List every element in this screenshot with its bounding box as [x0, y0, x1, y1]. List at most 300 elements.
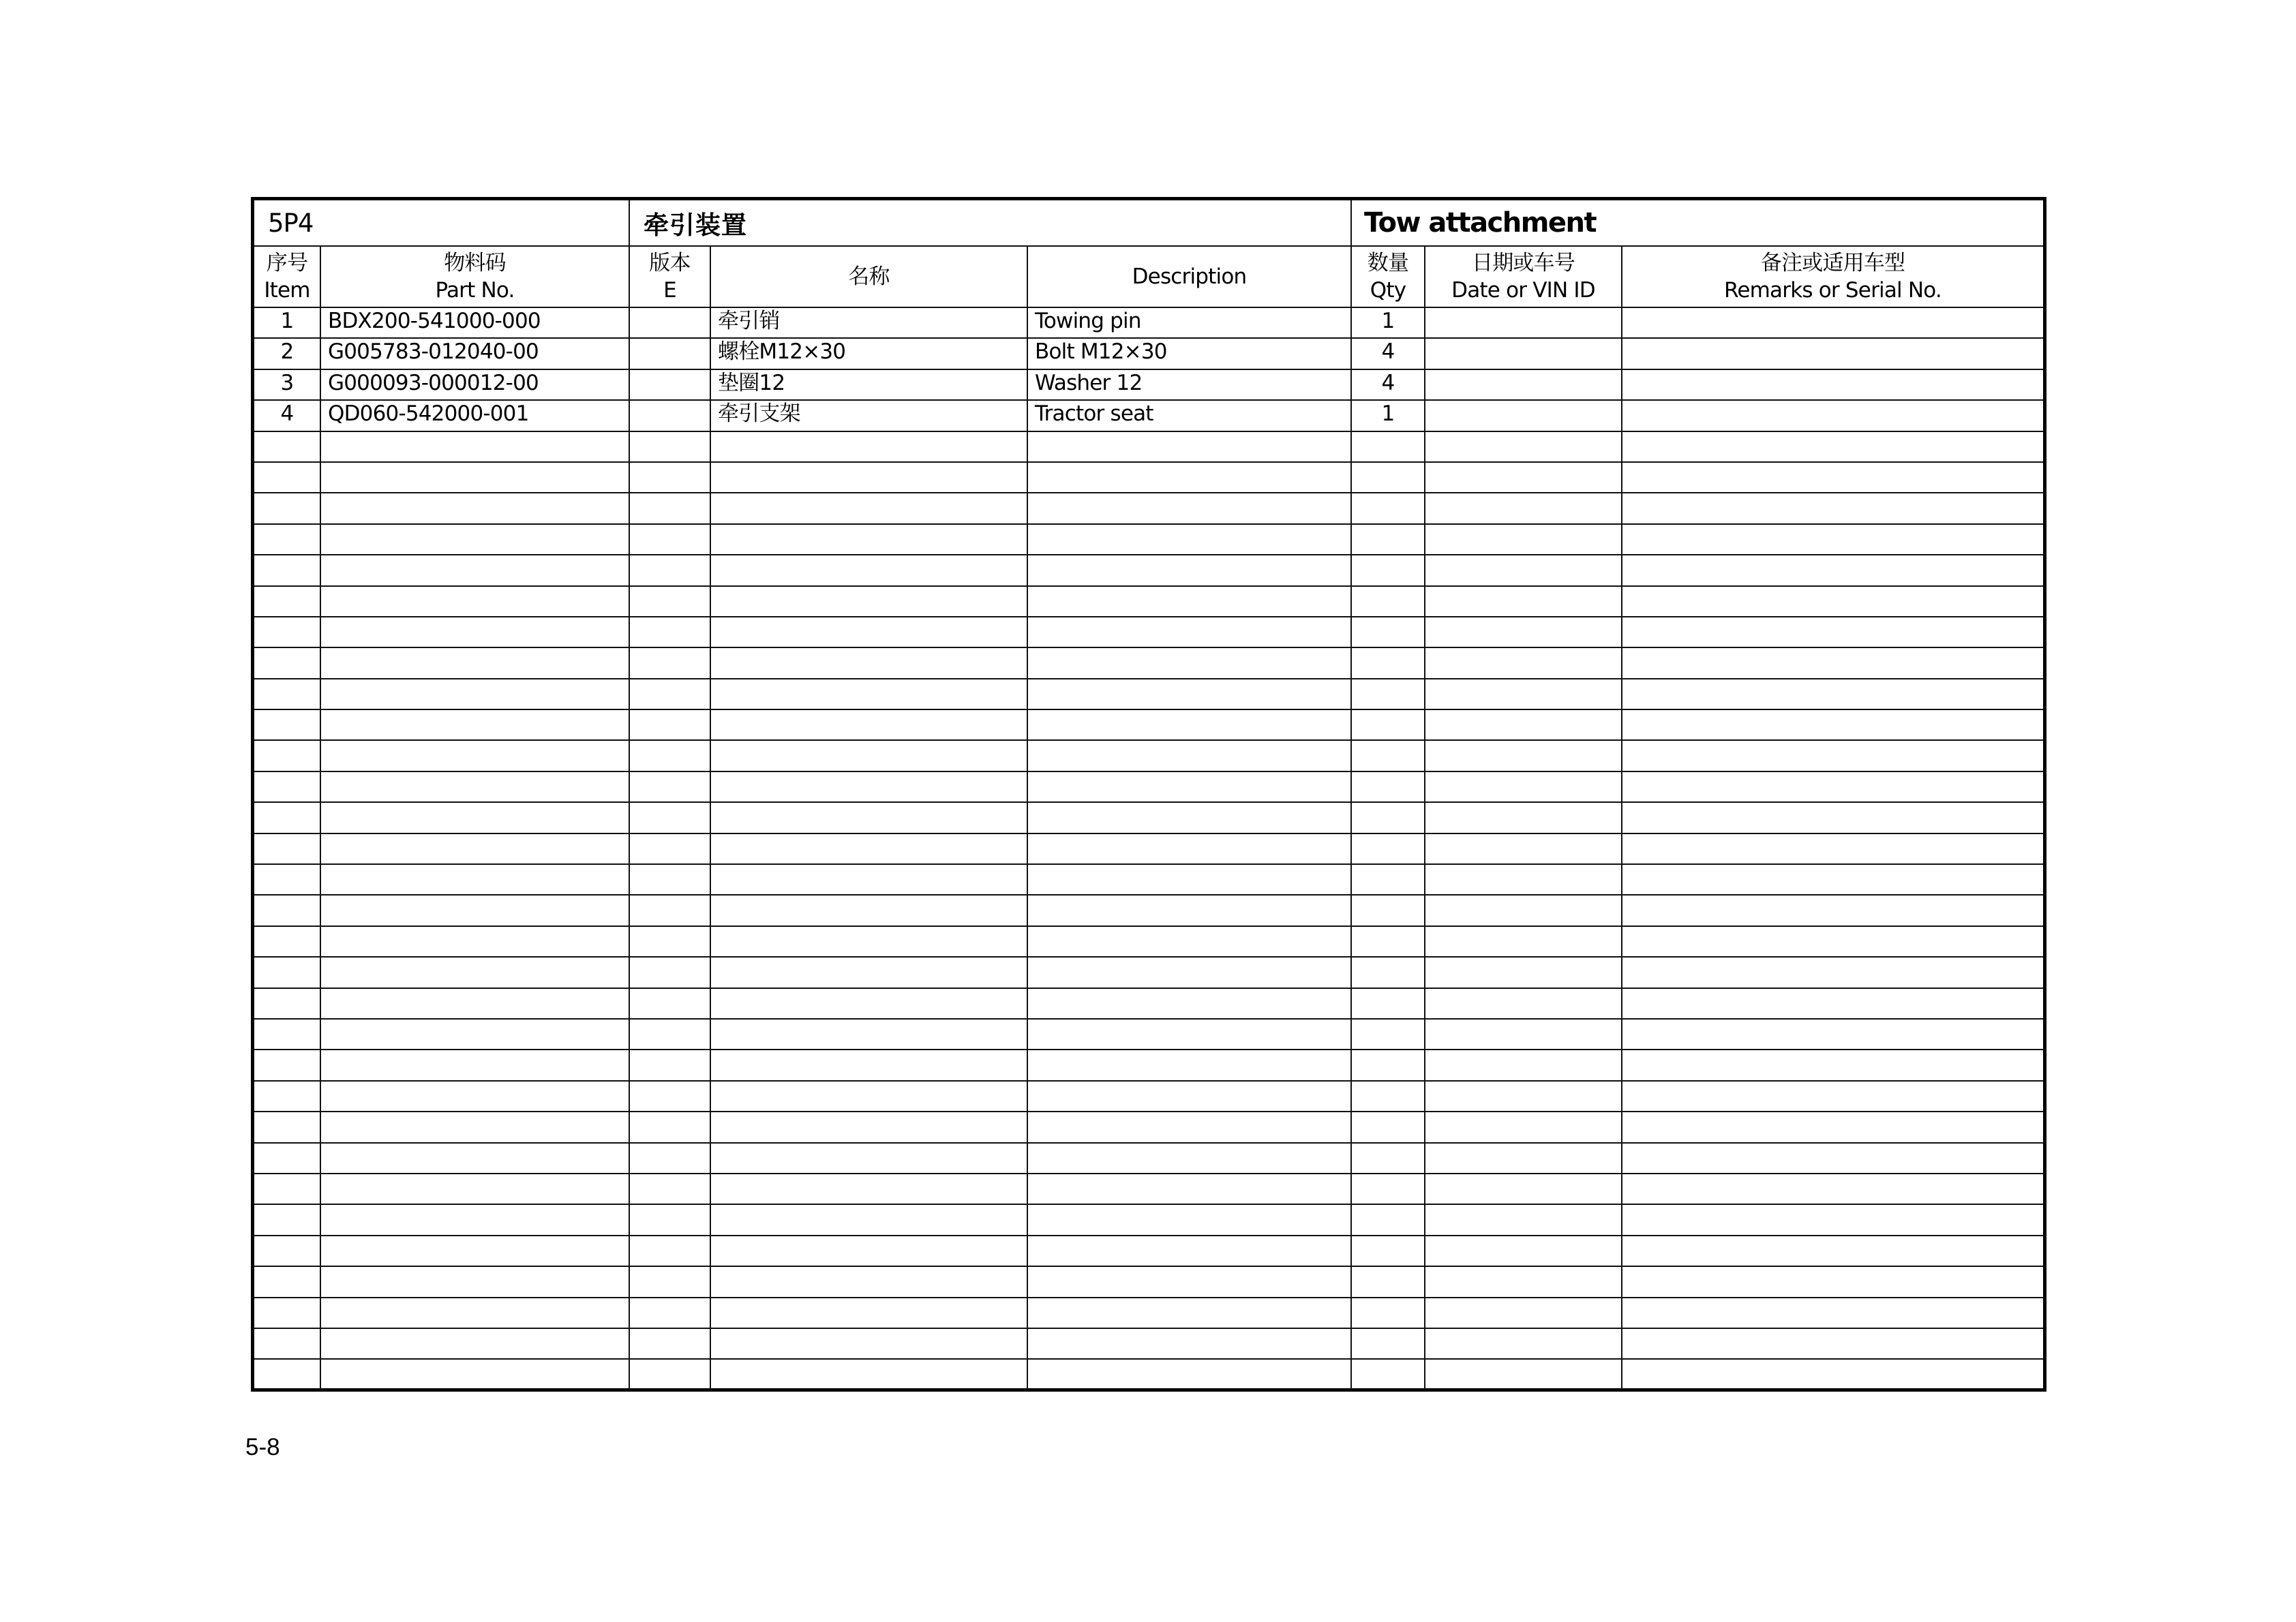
- cell-name-cn: [710, 431, 1027, 462]
- cell-qty: 1: [1351, 400, 1425, 431]
- cell-name-cn: [710, 864, 1027, 895]
- cell-name-cn: [710, 493, 1027, 523]
- cell-qty: [1351, 709, 1425, 740]
- cell-description: [1027, 1359, 1351, 1389]
- cell-name-cn: [710, 1236, 1027, 1266]
- cell-part-no: G000093-000012-00: [320, 369, 629, 400]
- cell-date-vin: [1425, 1174, 1622, 1204]
- empty-table-row: [254, 462, 2043, 493]
- empty-table-row: [254, 1204, 2043, 1235]
- cell-version: [629, 988, 710, 1019]
- cell-description: [1027, 864, 1351, 895]
- cell-remarks: [1622, 647, 2043, 678]
- col-header-item: 序号 Item: [254, 246, 320, 307]
- cell-remarks: [1622, 617, 2043, 647]
- cell-date-vin: [1425, 740, 1622, 771]
- cell-version: [629, 1298, 710, 1328]
- cell-remarks: [1622, 1112, 2043, 1142]
- cell-qty: [1351, 988, 1425, 1019]
- cell-part-no: [320, 1050, 629, 1080]
- cell-remarks: [1622, 1298, 2043, 1328]
- empty-table-row: [254, 926, 2043, 957]
- empty-table-row: [254, 586, 2043, 617]
- cell-qty: [1351, 1266, 1425, 1297]
- empty-table-row: [254, 1050, 2043, 1080]
- cell-description: [1027, 617, 1351, 647]
- title-row: [254, 200, 2043, 246]
- cell-part-no: [320, 462, 629, 493]
- cell-name-cn: [710, 957, 1027, 988]
- cell-date-vin: [1425, 1204, 1622, 1235]
- empty-table-row: [254, 895, 2043, 925]
- cell-part-no: [320, 957, 629, 988]
- cell-description: [1027, 1081, 1351, 1112]
- cell-description: [1027, 524, 1351, 555]
- cell-part-no: [320, 647, 629, 678]
- cell-remarks: [1622, 1359, 2043, 1389]
- cell-description: [1027, 1174, 1351, 1204]
- table-row: [254, 400, 2043, 431]
- cell-qty: [1351, 1236, 1425, 1266]
- cell-part-no: [320, 524, 629, 555]
- cell-description: [1027, 709, 1351, 740]
- cell-part-no: [320, 771, 629, 802]
- cell-description: [1027, 1143, 1351, 1174]
- cell-date-vin: [1425, 493, 1622, 523]
- cell-description: [1027, 1266, 1351, 1297]
- cell-version: [629, 1050, 710, 1080]
- cell-date-vin: [1425, 1359, 1622, 1389]
- cell-item: 3: [254, 369, 320, 400]
- cell-item: [254, 555, 320, 585]
- cell-item: [254, 493, 320, 523]
- cell-date-vin: [1425, 957, 1622, 988]
- cell-item: [254, 1050, 320, 1080]
- cell-item: [254, 586, 320, 617]
- cell-qty: [1351, 802, 1425, 833]
- empty-table-row: [254, 740, 2043, 771]
- empty-table-row: [254, 1143, 2043, 1174]
- cell-version: [629, 617, 710, 647]
- cell-part-no: [320, 895, 629, 925]
- cell-item: 4: [254, 400, 320, 431]
- cell-version: [629, 338, 710, 369]
- cell-name-cn: 垫圈12: [710, 369, 1027, 400]
- cell-date-vin: [1425, 369, 1622, 400]
- cell-item: [254, 771, 320, 802]
- cell-version: [629, 1112, 710, 1142]
- cell-part-no: [320, 1328, 629, 1359]
- cell-date-vin: [1425, 1050, 1622, 1080]
- empty-table-row: [254, 555, 2043, 585]
- cell-name-cn: [710, 709, 1027, 740]
- cell-description: [1027, 895, 1351, 925]
- cell-remarks: [1622, 709, 2043, 740]
- cell-qty: [1351, 617, 1425, 647]
- cell-name-cn: [710, 1266, 1027, 1297]
- empty-table-row: [254, 524, 2043, 555]
- cell-item: [254, 1328, 320, 1359]
- cell-item: [254, 462, 320, 493]
- cell-name-cn: [710, 462, 1027, 493]
- cell-item: [254, 431, 320, 462]
- cell-name-cn: [710, 1298, 1027, 1328]
- cell-description: [1027, 586, 1351, 617]
- cell-description: [1027, 833, 1351, 864]
- cell-description: Washer 12: [1027, 369, 1351, 400]
- cell-qty: [1351, 1143, 1425, 1174]
- cell-version: [629, 833, 710, 864]
- cell-item: [254, 1204, 320, 1235]
- cell-item: [254, 1081, 320, 1112]
- cell-qty: [1351, 555, 1425, 585]
- cell-description: [1027, 1112, 1351, 1142]
- cell-remarks: [1622, 1081, 2043, 1112]
- cell-item: [254, 524, 320, 555]
- cell-version: [629, 586, 710, 617]
- cell-description: [1027, 647, 1351, 678]
- cell-date-vin: [1425, 1081, 1622, 1112]
- cell-item: [254, 957, 320, 988]
- cell-part-no: [320, 864, 629, 895]
- cell-item: [254, 864, 320, 895]
- cell-item: [254, 833, 320, 864]
- cell-item: [254, 1266, 320, 1297]
- cell-date-vin: [1425, 431, 1622, 462]
- cell-qty: [1351, 833, 1425, 864]
- cell-name-cn: [710, 524, 1027, 555]
- cell-remarks: [1622, 524, 2043, 555]
- cell-version: [629, 1266, 710, 1297]
- cell-qty: 4: [1351, 369, 1425, 400]
- cell-date-vin: [1425, 1112, 1622, 1142]
- cell-name-cn: 螺栓M12×30: [710, 338, 1027, 369]
- cell-part-no: [320, 833, 629, 864]
- cell-qty: [1351, 493, 1425, 523]
- cell-qty: [1351, 1359, 1425, 1389]
- empty-table-row: [254, 1112, 2043, 1142]
- cell-description: [1027, 988, 1351, 1019]
- cell-item: [254, 1174, 320, 1204]
- cell-part-no: [320, 1019, 629, 1050]
- parts-list-sheet: [251, 197, 2046, 1392]
- cell-item: [254, 709, 320, 740]
- cell-version: [629, 1359, 710, 1389]
- cell-version: [629, 1174, 710, 1204]
- cell-part-no: [320, 1204, 629, 1235]
- cell-name-cn: [710, 1143, 1027, 1174]
- cell-qty: [1351, 864, 1425, 895]
- cell-remarks: [1622, 679, 2043, 709]
- cell-part-no: [320, 431, 629, 462]
- cell-part-no: [320, 709, 629, 740]
- cell-date-vin: [1425, 802, 1622, 833]
- cell-date-vin: [1425, 400, 1622, 431]
- cell-remarks: [1622, 1236, 2043, 1266]
- empty-table-row: [254, 431, 2043, 462]
- cell-date-vin: [1425, 1236, 1622, 1266]
- cell-qty: [1351, 1050, 1425, 1080]
- table-row: [254, 369, 2043, 400]
- cell-description: [1027, 555, 1351, 585]
- cell-name-cn: 牵引支架: [710, 400, 1027, 431]
- empty-table-row: [254, 988, 2043, 1019]
- cell-qty: 1: [1351, 307, 1425, 338]
- cell-qty: [1351, 431, 1425, 462]
- cell-qty: [1351, 1298, 1425, 1328]
- empty-table-row: [254, 1328, 2043, 1359]
- cell-name-cn: [710, 1204, 1027, 1235]
- cell-date-vin: [1425, 926, 1622, 957]
- cell-description: [1027, 493, 1351, 523]
- cell-description: [1027, 957, 1351, 988]
- empty-table-row: [254, 957, 2043, 988]
- cell-part-no: [320, 679, 629, 709]
- cell-name-cn: [710, 1050, 1027, 1080]
- cell-date-vin: [1425, 709, 1622, 740]
- cell-version: [629, 771, 710, 802]
- cell-date-vin: [1425, 679, 1622, 709]
- cell-item: 2: [254, 338, 320, 369]
- empty-table-row: [254, 493, 2043, 523]
- cell-item: [254, 1359, 320, 1389]
- cell-version: [629, 1236, 710, 1266]
- cell-date-vin: [1425, 338, 1622, 369]
- cell-date-vin: [1425, 895, 1622, 925]
- cell-name-cn: [710, 617, 1027, 647]
- cell-name-cn: [710, 1174, 1027, 1204]
- table-row: [254, 307, 2043, 338]
- cell-part-no: [320, 988, 629, 1019]
- cell-version: [629, 864, 710, 895]
- cell-version: [629, 647, 710, 678]
- cell-description: [1027, 771, 1351, 802]
- cell-remarks: [1622, 462, 2043, 493]
- cell-description: Towing pin: [1027, 307, 1351, 338]
- cell-date-vin: [1425, 462, 1622, 493]
- cell-item: [254, 1112, 320, 1142]
- cell-qty: [1351, 771, 1425, 802]
- col-header-name-cn: 名称: [710, 246, 1027, 307]
- section-title-en: Tow attachment: [1351, 200, 2043, 246]
- cell-version: [629, 431, 710, 462]
- empty-table-row: [254, 679, 2043, 709]
- cell-remarks: [1622, 988, 2043, 1019]
- cell-qty: [1351, 926, 1425, 957]
- col-header-description: Description: [1027, 246, 1351, 307]
- cell-item: [254, 679, 320, 709]
- cell-remarks: [1622, 957, 2043, 988]
- cell-remarks: [1622, 802, 2043, 833]
- cell-date-vin: [1425, 524, 1622, 555]
- cell-item: [254, 617, 320, 647]
- empty-table-row: [254, 617, 2043, 647]
- cell-date-vin: [1425, 1328, 1622, 1359]
- empty-table-row: [254, 1174, 2043, 1204]
- empty-table-row: [254, 833, 2043, 864]
- section-title-cn: 牵引装置: [629, 200, 1351, 246]
- cell-remarks: [1622, 895, 2043, 925]
- cell-item: [254, 1019, 320, 1050]
- cell-part-no: [320, 1298, 629, 1328]
- cell-description: Bolt M12×30: [1027, 338, 1351, 369]
- cell-description: [1027, 802, 1351, 833]
- cell-item: [254, 926, 320, 957]
- cell-part-no: [320, 586, 629, 617]
- cell-item: [254, 647, 320, 678]
- cell-item: [254, 740, 320, 771]
- cell-remarks: [1622, 1143, 2043, 1174]
- cell-part-no: [320, 1266, 629, 1297]
- cell-qty: [1351, 524, 1425, 555]
- cell-name-cn: [710, 833, 1027, 864]
- empty-table-row: [254, 864, 2043, 895]
- cell-date-vin: [1425, 833, 1622, 864]
- cell-qty: [1351, 740, 1425, 771]
- cell-date-vin: [1425, 307, 1622, 338]
- cell-description: [1027, 679, 1351, 709]
- cell-qty: [1351, 1019, 1425, 1050]
- cell-item: [254, 988, 320, 1019]
- table-row: [254, 338, 2043, 369]
- cell-name-cn: [710, 771, 1027, 802]
- cell-part-no: [320, 802, 629, 833]
- cell-date-vin: [1425, 647, 1622, 678]
- cell-name-cn: [710, 679, 1027, 709]
- cell-version: [629, 493, 710, 523]
- empty-table-row: [254, 1236, 2043, 1266]
- cell-version: [629, 957, 710, 988]
- cell-remarks: [1622, 555, 2043, 585]
- cell-item: [254, 1143, 320, 1174]
- empty-table-row: [254, 802, 2043, 833]
- empty-table-row: [254, 771, 2043, 802]
- cell-item: [254, 1236, 320, 1266]
- cell-date-vin: [1425, 771, 1622, 802]
- cell-description: [1027, 1050, 1351, 1080]
- cell-part-no: [320, 617, 629, 647]
- cell-remarks: [1622, 740, 2043, 771]
- cell-name-cn: [710, 1019, 1027, 1050]
- cell-remarks: [1622, 926, 2043, 957]
- cell-description: [1027, 1019, 1351, 1050]
- cell-version: [629, 1204, 710, 1235]
- cell-remarks: [1622, 1050, 2043, 1080]
- cell-name-cn: [710, 647, 1027, 678]
- cell-date-vin: [1425, 988, 1622, 1019]
- cell-name-cn: [710, 1359, 1027, 1389]
- cell-version: [629, 400, 710, 431]
- cell-remarks: [1622, 1266, 2043, 1297]
- empty-table-row: [254, 709, 2043, 740]
- empty-table-row: [254, 1298, 2043, 1328]
- cell-name-cn: [710, 1328, 1027, 1359]
- empty-table-row: [254, 647, 2043, 678]
- cell-qty: [1351, 679, 1425, 709]
- cell-version: [629, 555, 710, 585]
- cell-name-cn: 牵引销: [710, 307, 1027, 338]
- cell-remarks: [1622, 1019, 2043, 1050]
- cell-date-vin: [1425, 617, 1622, 647]
- cell-part-no: [320, 1236, 629, 1266]
- cell-version: [629, 895, 710, 925]
- cell-qty: [1351, 957, 1425, 988]
- column-header-row: [254, 246, 2043, 307]
- cell-version: [629, 369, 710, 400]
- cell-name-cn: [710, 926, 1027, 957]
- cell-qty: [1351, 586, 1425, 617]
- cell-remarks: [1622, 833, 2043, 864]
- cell-name-cn: [710, 1081, 1027, 1112]
- parts-table: [254, 200, 2043, 1390]
- cell-date-vin: [1425, 1143, 1622, 1174]
- cell-description: [1027, 1328, 1351, 1359]
- cell-version: [629, 1328, 710, 1359]
- cell-name-cn: [710, 1112, 1027, 1142]
- col-header-qty: 数量 Qty: [1351, 246, 1425, 307]
- col-header-part-no: 物料码 Part No.: [320, 246, 629, 307]
- cell-part-no: [320, 555, 629, 585]
- cell-remarks: [1622, 1174, 2043, 1204]
- cell-item: [254, 802, 320, 833]
- cell-qty: [1351, 462, 1425, 493]
- cell-name-cn: [710, 895, 1027, 925]
- cell-remarks: [1622, 338, 2043, 369]
- cell-part-no: [320, 493, 629, 523]
- cell-remarks: [1622, 864, 2043, 895]
- cell-date-vin: [1425, 1266, 1622, 1297]
- empty-table-row: [254, 1081, 2043, 1112]
- cell-date-vin: [1425, 1298, 1622, 1328]
- cell-remarks: [1622, 1328, 2043, 1359]
- cell-version: [629, 926, 710, 957]
- cell-version: [629, 462, 710, 493]
- cell-name-cn: [710, 988, 1027, 1019]
- cell-date-vin: [1425, 586, 1622, 617]
- cell-qty: [1351, 1328, 1425, 1359]
- cell-qty: [1351, 1174, 1425, 1204]
- cell-description: [1027, 740, 1351, 771]
- cell-version: [629, 307, 710, 338]
- cell-qty: [1351, 1112, 1425, 1142]
- cell-remarks: [1622, 1204, 2043, 1235]
- cell-version: [629, 709, 710, 740]
- cell-qty: [1351, 647, 1425, 678]
- col-header-version: 版本 E: [629, 246, 710, 307]
- cell-part-no: [320, 926, 629, 957]
- cell-description: [1027, 926, 1351, 957]
- cell-version: [629, 679, 710, 709]
- cell-part-no: [320, 1174, 629, 1204]
- cell-part-no: [320, 740, 629, 771]
- cell-version: [629, 1019, 710, 1050]
- cell-name-cn: [710, 586, 1027, 617]
- page-number: 5-8: [245, 1434, 280, 1460]
- cell-remarks: [1622, 307, 2043, 338]
- cell-part-no: [320, 1112, 629, 1142]
- cell-part-no: [320, 1143, 629, 1174]
- section-code: 5P4: [254, 200, 629, 246]
- cell-description: [1027, 1298, 1351, 1328]
- cell-part-no: BDX200-541000-000: [320, 307, 629, 338]
- cell-remarks: [1622, 493, 2043, 523]
- cell-qty: [1351, 1204, 1425, 1235]
- cell-qty: [1351, 1081, 1425, 1112]
- cell-date-vin: [1425, 1019, 1622, 1050]
- cell-date-vin: [1425, 555, 1622, 585]
- cell-name-cn: [710, 555, 1027, 585]
- cell-remarks: [1622, 431, 2043, 462]
